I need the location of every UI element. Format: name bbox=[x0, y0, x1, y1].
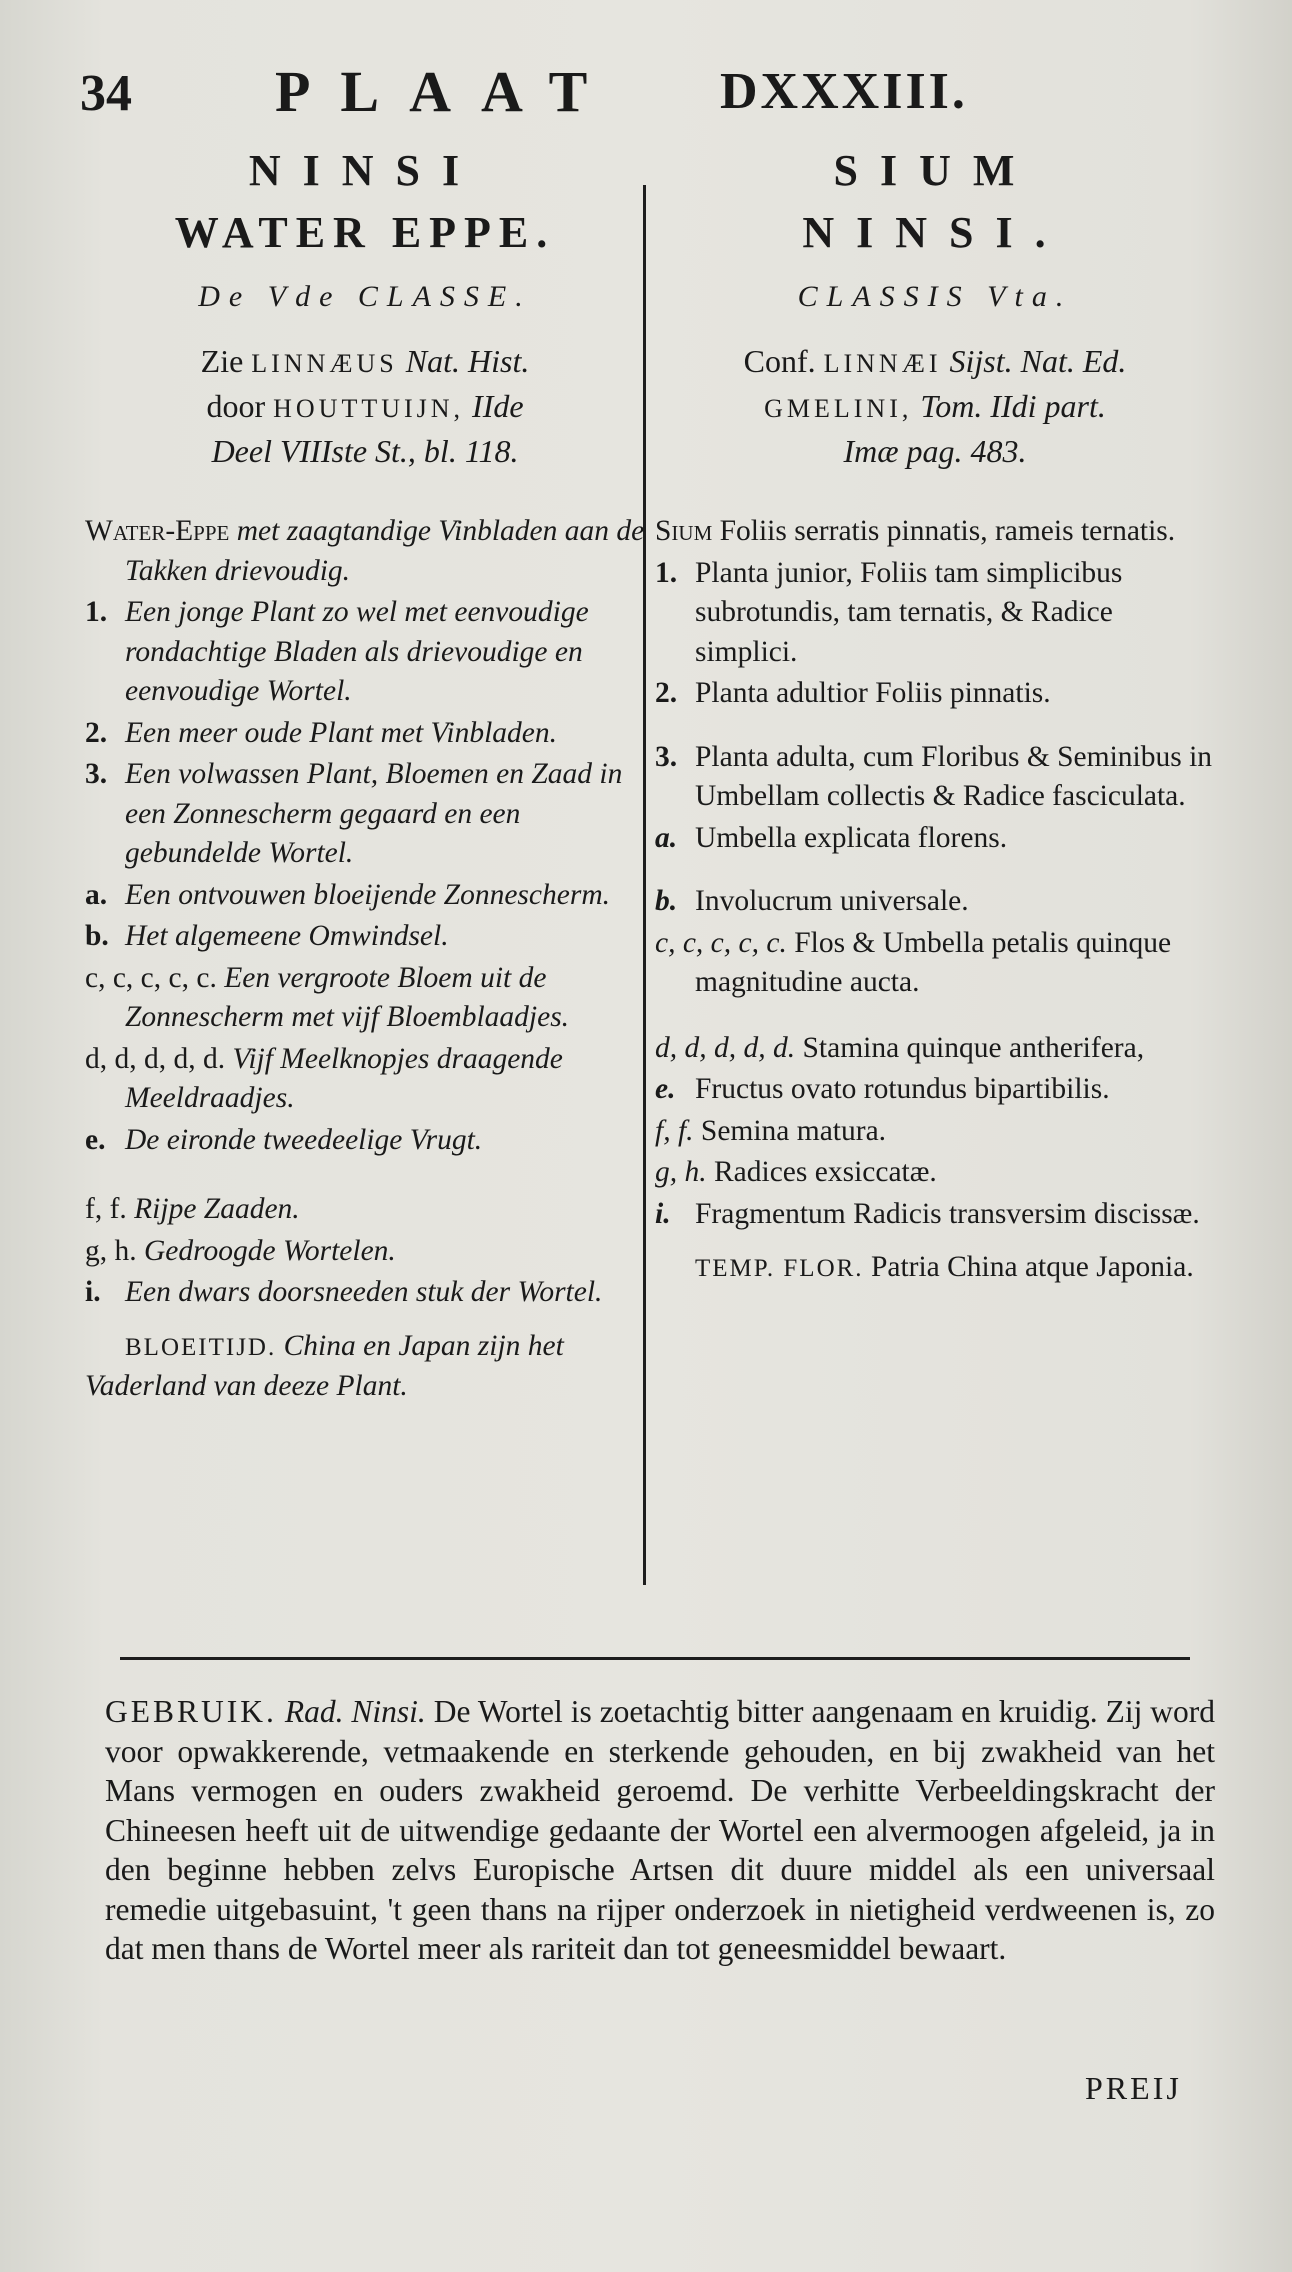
entry-key: g, h. bbox=[655, 1156, 707, 1188]
dutch-entries bbox=[85, 512, 645, 1407]
entry-text: Een jonge Plant zo wel met eenvoudige rondachtige Bladen als drievoudige en eenvoudige Wortel. bbox=[125, 596, 589, 707]
list-item bbox=[85, 959, 645, 1038]
entry-lead: Water-Eppe bbox=[85, 515, 230, 547]
entry-text: Stamina quinque antherifera, bbox=[802, 1031, 1145, 1064]
ref-editor: GMELINI, bbox=[764, 394, 913, 423]
list-item bbox=[85, 1273, 645, 1313]
usage-subject: Rad. Ninsi. bbox=[284, 1694, 426, 1729]
entry-text: Een vergroote Bloem uit de Zonnescherm met vijf Bloemblaadjes. bbox=[125, 961, 570, 1033]
entry-key: c, c, c, c, c. bbox=[85, 961, 217, 994]
list-item bbox=[85, 1040, 645, 1119]
entry-text: Fructus ovato rotundus bipartibilis. bbox=[695, 1073, 1110, 1105]
entry-key: 2. bbox=[85, 716, 108, 749]
entry-text: Planta adulta, cum Floribus & Seminibus in Umbellam collectis & Radice fasciculata. bbox=[695, 740, 1213, 812]
dutch-title-name: NINSI bbox=[248, 146, 482, 195]
list-item bbox=[85, 1232, 645, 1272]
entry-key: f, f. bbox=[655, 1114, 694, 1147]
latin-title-species: NINSI. bbox=[802, 208, 1068, 257]
entry-text: Rijpe Zaaden. bbox=[134, 1193, 300, 1225]
entry-key: b. bbox=[655, 885, 678, 917]
latin-entries bbox=[655, 512, 1215, 1289]
ref-author: LINNÆUS bbox=[251, 349, 398, 378]
entry-key: d, d, d, d, d. bbox=[85, 1042, 226, 1075]
flowering-label: BLOEITIJD. bbox=[125, 1333, 277, 1361]
entry-key: e. bbox=[655, 1073, 676, 1105]
flowering-text: Patria China atque Japonia. bbox=[870, 1251, 1194, 1283]
latin-title-genus: SIUM bbox=[833, 146, 1037, 195]
entry-text: met zaagtandige Vinbladen aan de Takken drievoudig. bbox=[125, 515, 645, 587]
entry-key: 1. bbox=[655, 556, 678, 589]
ref-work: Nat. Hist. bbox=[405, 343, 530, 379]
entry-text: Foliis serratis pinnatis, rameis ternatis. bbox=[719, 515, 1176, 547]
entry-key: b. bbox=[85, 920, 109, 952]
entry-key: i. bbox=[85, 1276, 101, 1308]
latin-class: CLASSIS Vta. bbox=[797, 280, 1073, 313]
dutch-class: De Vde CLASSE. bbox=[198, 280, 532, 313]
latin-column bbox=[655, 140, 1215, 1289]
list-item bbox=[655, 819, 1215, 859]
ref-volume: IIde bbox=[472, 388, 524, 424]
entry-text: Het algemeene Omwindsel. bbox=[125, 920, 449, 952]
list-item bbox=[85, 512, 645, 591]
list-item bbox=[655, 512, 1215, 552]
entry-key: 1. bbox=[85, 596, 108, 628]
entry-key: 3. bbox=[85, 758, 108, 790]
entry-text: Een dwars doorsneeden stuk der Wortel. bbox=[125, 1276, 603, 1308]
page-number: 34 bbox=[80, 65, 132, 122]
list-item bbox=[85, 1121, 645, 1161]
entry-text: De eironde tweedeelige Vrugt. bbox=[125, 1123, 483, 1156]
list-item bbox=[655, 924, 1215, 1003]
usage-label: GEBRUIK. bbox=[105, 1694, 277, 1729]
entry-text: Planta junior, Foliis tam simplicibus subrotundis, tam ternatis, & Radice simplici. bbox=[695, 556, 1123, 668]
entry-text: Vijf Meelknopjes draagende Meeldraadjes. bbox=[125, 1042, 563, 1114]
list-item bbox=[85, 876, 645, 916]
ref-text: Zie bbox=[200, 343, 244, 379]
entry-text: Gedroogde Wortelen. bbox=[144, 1234, 396, 1267]
ref-author: LINNÆI bbox=[823, 349, 942, 378]
dutch-title-common: WATER EPPE. bbox=[174, 208, 556, 257]
entry-key: d, d, d, d, d. bbox=[655, 1031, 796, 1064]
list-item bbox=[655, 738, 1215, 817]
list-item bbox=[655, 1153, 1215, 1193]
entry-text: Umbella explicata florens. bbox=[695, 821, 1008, 854]
list-item bbox=[655, 1195, 1215, 1235]
page-header bbox=[80, 58, 1210, 128]
usage-paragraph bbox=[105, 1692, 1215, 1969]
list-item bbox=[85, 1190, 645, 1230]
list-item bbox=[655, 1112, 1215, 1152]
entry-key: f, f. bbox=[85, 1193, 127, 1225]
entry-key: e. bbox=[85, 1123, 106, 1156]
ref-text: door bbox=[206, 388, 266, 424]
section-rule bbox=[120, 1657, 1190, 1660]
list-item bbox=[85, 755, 645, 874]
dutch-reference bbox=[85, 340, 645, 472]
list-item bbox=[655, 674, 1215, 714]
ref-work: Sijst. Nat. Ed. bbox=[949, 343, 1127, 379]
entry-text: Een ontvouwen bloeijende Zonnescherm. bbox=[125, 878, 610, 911]
entry-key: g, h. bbox=[85, 1234, 137, 1267]
entry-key: c, c, c, c, c. bbox=[655, 926, 787, 959]
entry-lead: Sium bbox=[655, 515, 713, 547]
entry-text: Een meer oude Plant met Vinbladen. bbox=[125, 716, 557, 749]
latin-reference bbox=[655, 340, 1215, 472]
usage-text: De Wortel is zoetachtig bitter aangenaam en kruidig. Zij word voor opwakkerende, vetmaakende en sterkende gehouden, en bij zwakheid van het Mans vermogen en ouders zwakheid geroemd. De verhitte Verbeeldingskracht der Chineesen heeft uit de uitwendige gedaante der Wortel een alvermoogen afgeleid, ja in den beginne hebben zelvs Europische Artsen dit duure middel als een universaal remedie uitgebasuint, 't geen thans na rijper onderzoek in nietigheid verdweenen is, zo dat men thans de Wortel meer als rariteit dan tot geneesmiddel bewaart. bbox=[105, 1694, 1216, 1966]
entry-text: Involucrum universale. bbox=[695, 885, 969, 917]
list-item bbox=[655, 882, 1215, 922]
entry-text: Fragmentum Radicis transversim discissæ. bbox=[695, 1197, 1200, 1230]
catchword: PREIJ bbox=[1085, 2070, 1182, 2106]
entry-text: Een volwassen Plant, Bloemen en Zaad in een Zonnescherm gegaard en een gebundelde Wortel. bbox=[125, 758, 623, 869]
entry-text: Semina matura. bbox=[700, 1114, 887, 1147]
list-item bbox=[85, 593, 645, 712]
ref-page: Imæ pag. 483. bbox=[843, 433, 1027, 469]
dutch-column bbox=[85, 140, 645, 1407]
ref-author: HOUTTUIJN, bbox=[273, 394, 465, 423]
entry-text: Radices exsiccatæ. bbox=[714, 1156, 937, 1188]
list-item bbox=[85, 714, 645, 754]
flowering-text: China en Japan zijn het Vaderland van deeze Plant. bbox=[85, 1329, 564, 1402]
entry-text: Flos & Umbella petalis quinque magnitudine aucta. bbox=[695, 926, 1172, 998]
flowering-label: TEMP. FLOR. bbox=[695, 1255, 864, 1282]
plate-number: DXXXIII. bbox=[720, 63, 968, 120]
ref-volume: Tom. IIdi part. bbox=[920, 388, 1106, 424]
list-item bbox=[655, 1029, 1215, 1069]
entry-key: 2. bbox=[655, 677, 678, 709]
running-head: PLAAT bbox=[275, 59, 618, 124]
entry-key: 3. bbox=[655, 740, 678, 773]
list-item bbox=[85, 917, 645, 957]
list-item bbox=[655, 554, 1215, 673]
entry-key: i. bbox=[655, 1197, 671, 1230]
entry-text: Planta adultior Foliis pinnatis. bbox=[695, 677, 1051, 709]
entry-key: a. bbox=[655, 821, 678, 854]
flowering-time bbox=[85, 1327, 645, 1407]
flowering-time bbox=[655, 1248, 1215, 1289]
list-item bbox=[655, 1070, 1215, 1110]
entry-key: a. bbox=[85, 878, 108, 911]
ref-text: Conf. bbox=[743, 343, 816, 379]
ref-page: Deel VIIIste St., bl. 118. bbox=[211, 433, 519, 469]
